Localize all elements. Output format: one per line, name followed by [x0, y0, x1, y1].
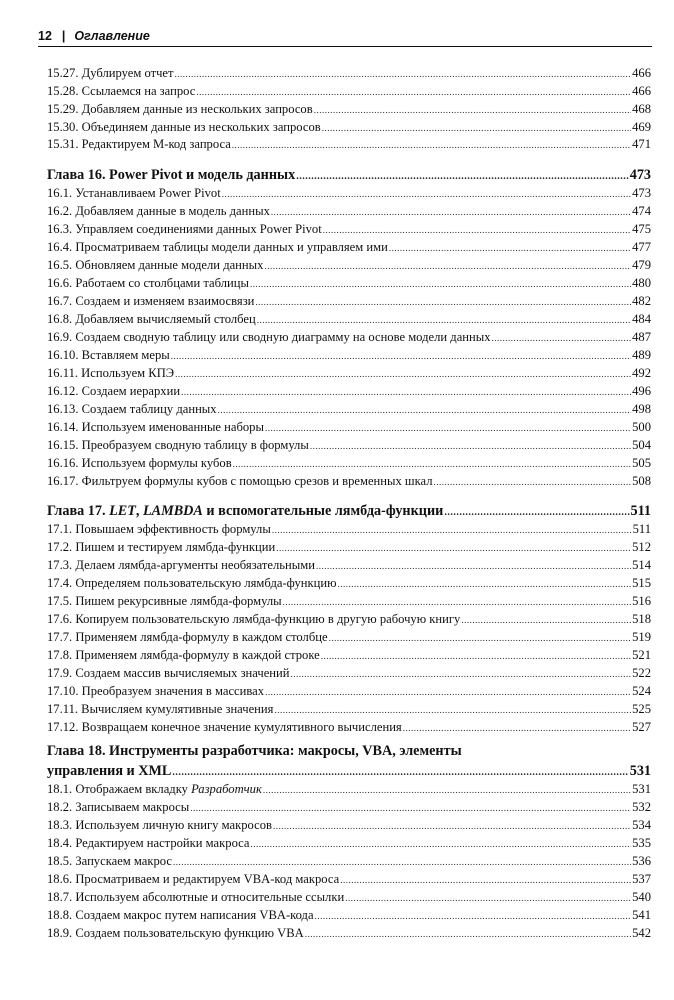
toc-entry-label: 17.8. Применяем лямбда-формулу в каждой строке — [47, 648, 320, 662]
leader-dots — [232, 138, 631, 153]
toc-entry[interactable] — [47, 258, 651, 274]
toc-entry-page: 532 — [632, 800, 651, 814]
toc-entry-label: 16.11. Используем КПЭ — [47, 366, 175, 380]
chapter-title-prefix: Глава 17. — [47, 503, 110, 519]
toc-entry-label: 16.16. Используем формулы кубов — [47, 456, 232, 470]
leader-dots — [173, 855, 631, 870]
toc-entry[interactable] — [47, 438, 651, 454]
toc-entry[interactable] — [47, 137, 651, 153]
leader-dots — [172, 764, 628, 781]
toc-entry-label-prefix: 18.1. Отображаем вкладку — [47, 782, 192, 796]
toc-entry-page: 536 — [632, 854, 651, 868]
toc-entry-label: 16.14. Используем именованные наборы — [47, 420, 264, 434]
toc-entry[interactable] — [47, 474, 651, 490]
toc-entry-label: 15.30. Объединяем данные из нескольких запросов — [47, 120, 321, 134]
toc-entry-label: 18.5. Запускаем макрос — [47, 854, 173, 868]
toc-entry-label: 16.17. Фильтруем формулы кубов с помощью срезов и временных шкал — [47, 474, 433, 488]
toc-entry[interactable] — [47, 890, 651, 906]
chapter-title-lambda: LAMBDA — [142, 503, 203, 519]
toc-entry[interactable] — [47, 456, 651, 472]
toc-entry-page: 492 — [632, 366, 651, 380]
toc-entry-label: 16.1. Устанавливаем Power Pivot — [47, 186, 221, 200]
toc-entry[interactable] — [47, 576, 651, 592]
toc-entry[interactable] — [47, 926, 651, 942]
toc-entry[interactable] — [47, 800, 651, 816]
leader-dots — [338, 577, 632, 592]
toc-entry[interactable] — [47, 872, 651, 888]
toc-entry[interactable] — [47, 818, 651, 834]
toc-entry-label: 16.2. Добавляем данные в модель данных — [47, 204, 270, 218]
leader-dots — [310, 439, 631, 454]
toc-entry[interactable] — [47, 402, 651, 418]
toc-entry[interactable] — [47, 294, 651, 310]
toc-entry-page: 480 — [632, 276, 651, 290]
toc-entry-page: 534 — [632, 818, 651, 832]
header-separator: | — [61, 29, 66, 43]
chapter-heading[interactable] — [47, 763, 651, 781]
toc-entry-label: 15.31. Редактируем М-код запроса — [47, 137, 231, 151]
leader-dots — [272, 523, 632, 538]
leader-dots — [265, 421, 631, 436]
toc-entry[interactable] — [47, 276, 651, 292]
toc-entry[interactable] — [47, 666, 651, 682]
leader-dots — [190, 801, 631, 816]
toc-entry-page: 466 — [632, 66, 651, 80]
toc-entry-page: 521 — [632, 648, 651, 662]
toc-entry-label: 17.3. Делаем лямбда-аргументы необязательными — [47, 558, 315, 572]
toc-entry-label: 16.3. Управляем соединениями данных Power Pivot — [47, 222, 322, 236]
toc-entry[interactable] — [47, 348, 651, 364]
toc-entry-page: 473 — [632, 186, 651, 200]
toc-entry-label: 18.9. Создаем пользовательскую функцию VBA — [47, 926, 304, 940]
toc-entry-label: 17.1. Повышаем эффективность формулы — [47, 522, 271, 536]
toc-entry[interactable] — [47, 908, 651, 924]
toc-entry[interactable] — [47, 836, 651, 852]
toc-entry-page: 514 — [632, 558, 651, 572]
chapter-page: 531 — [629, 763, 651, 779]
leader-dots — [322, 121, 631, 136]
toc-entry-page: 484 — [632, 312, 651, 326]
leader-dots — [218, 403, 632, 418]
toc-entry-page: 474 — [632, 204, 651, 218]
leader-dots — [492, 331, 632, 346]
leader-dots — [291, 667, 632, 682]
page-header — [38, 27, 652, 45]
toc-entry-label: 18.3. Используем личную книгу макросов — [47, 818, 272, 832]
toc-entry-label: 15.28. Ссылаемся на запрос — [47, 84, 196, 98]
toc-entry[interactable] — [47, 630, 651, 646]
toc-entry[interactable] — [47, 540, 651, 556]
toc-entry-label: 17.6. Копируем пользовательскую лямбда-функцию в другую рабочую книгу — [47, 612, 461, 626]
leader-dots — [175, 67, 632, 82]
leader-dots — [314, 103, 631, 118]
leader-dots — [276, 541, 631, 556]
toc-entry[interactable] — [47, 420, 651, 436]
toc-entry-page: 542 — [632, 926, 651, 940]
chapter-page: 473 — [629, 167, 651, 183]
toc-entry[interactable] — [47, 240, 651, 256]
toc-entry[interactable] — [47, 648, 651, 664]
toc-entry-label: 16.5. Обновляем данные модели данных — [47, 258, 264, 272]
leader-dots — [251, 837, 632, 852]
toc-entry-page: 466 — [632, 84, 651, 98]
toc-entry[interactable] — [47, 120, 651, 136]
leader-dots — [181, 385, 631, 400]
leader-dots — [403, 721, 631, 736]
toc-entry-label: 17.4. Определяем пользовательскую лямбда-функцию — [47, 576, 337, 590]
chapter-title-comma: , — [135, 503, 143, 519]
leader-dots — [321, 649, 631, 664]
toc-entry[interactable] — [47, 330, 651, 346]
toc-entry-label: 16.7. Создаем и изменяем взаимосвязи — [47, 294, 255, 308]
toc-entry-page: 479 — [632, 258, 651, 272]
chapter-title: Глава 16. Power Pivot и модель данных — [47, 167, 296, 183]
leader-dots — [222, 187, 631, 202]
chapter-title-line2: управления и XML — [47, 763, 172, 779]
toc-entry[interactable] — [47, 102, 651, 118]
toc-entry[interactable] — [47, 558, 651, 574]
toc-entry-page: 531 — [632, 782, 651, 796]
toc-entry-label: 16.9. Создаем сводную таблицу или сводную диаграмму на основе модели данных — [47, 330, 491, 344]
toc-entry-label: 17.11. Вычисляем кумулятивные значения — [47, 702, 274, 716]
page-number: 12 — [38, 29, 52, 43]
toc-entry-page: 489 — [632, 348, 651, 362]
toc-entry[interactable] — [47, 204, 651, 220]
toc-entry-page: 537 — [632, 872, 651, 886]
toc-entry-page: 527 — [632, 720, 651, 734]
toc-entry-label: 16.15. Преобразуем сводную таблицу в формулы — [47, 438, 309, 452]
toc-entry-label: 15.29. Добавляем данные из нескольких запросов — [47, 102, 313, 116]
chapter-title-line1[interactable]: Глава 18. Инструменты разработчика: макросы, VBA, элементы — [47, 743, 462, 759]
toc-entry-page: 471 — [632, 137, 651, 151]
chapter-heading[interactable] — [47, 503, 651, 521]
leader-dots — [196, 85, 631, 100]
toc-entry-page: 524 — [632, 684, 651, 698]
toc-entry[interactable] — [47, 612, 651, 628]
toc-entry-page: 525 — [632, 702, 651, 716]
toc-entry-label: 16.4. Просматриваем таблицы модели данных и управляем ими — [47, 240, 388, 254]
leader-dots — [296, 168, 629, 185]
toc-entry-label: 17.12. Возвращаем конечное значение кумулятивного вычисления — [47, 720, 402, 734]
toc-entry-page: 508 — [632, 474, 651, 488]
toc-entry[interactable] — [47, 720, 651, 736]
toc-entry-page: 475 — [632, 222, 651, 236]
leader-dots — [274, 703, 631, 718]
toc-entry-page: 540 — [632, 890, 651, 904]
toc-entry-label: 17.5. Пишем рекурсивные лямбда-формулы — [47, 594, 282, 608]
toc-entry-label: 18.7. Используем абсолютные и относительные ссылки — [47, 890, 345, 904]
toc-entry-page: 511 — [632, 522, 651, 536]
leader-dots — [264, 259, 631, 274]
toc-entry-page: 504 — [632, 438, 651, 452]
toc-entry-label: 18.6. Просматриваем и редактируем VBA-код макроса — [47, 872, 340, 886]
toc-entry-label: 18.2. Записываем макросы — [47, 800, 190, 814]
chapter-title-suffix: и вспомогательные лямбда-функции — [202, 503, 444, 519]
toc-entry-label: 16.10. Вставляем меры — [47, 348, 170, 362]
toc-entry-page: 535 — [632, 836, 651, 850]
chapter-title — [47, 503, 443, 520]
toc-entry-page: 516 — [632, 594, 651, 608]
header-rule — [38, 46, 652, 47]
leader-dots — [257, 313, 631, 328]
leader-dots — [233, 457, 631, 472]
toc-entry-label: 18.8. Создаем макрос путем написания VBA-кода — [47, 908, 314, 922]
leader-dots — [271, 205, 631, 220]
toc-entry-label: 17.7. Применяем лямбда-формулу в каждом столбце — [47, 630, 328, 644]
toc-entry[interactable] — [47, 782, 651, 798]
toc-entry[interactable] — [47, 312, 651, 328]
toc-entry-page: 496 — [632, 384, 651, 398]
leader-dots — [329, 631, 632, 646]
toc-entry[interactable] — [47, 594, 651, 610]
leader-dots — [273, 819, 631, 834]
leader-dots — [323, 223, 631, 238]
toc-entry-page: 505 — [632, 456, 651, 470]
leader-dots — [250, 277, 631, 292]
leader-dots — [345, 891, 631, 906]
toc-entry-label: 18.4. Редактируем настройки макроса — [47, 836, 250, 850]
toc-entry-page: 519 — [632, 630, 651, 644]
toc-entry-label: 16.13. Создаем таблицу данных — [47, 402, 217, 416]
toc-entry-label: 16.8. Добавляем вычисляемый столбец — [47, 312, 256, 326]
leader-dots — [175, 367, 631, 382]
toc-entry[interactable] — [47, 684, 651, 700]
toc-entry[interactable] — [47, 222, 651, 238]
toc-entry-label: 16.6. Работаем со столбцами таблицы — [47, 276, 249, 290]
toc-entry-page: 468 — [632, 102, 651, 116]
running-title: Оглавление — [74, 29, 150, 43]
toc-entry[interactable] — [47, 186, 651, 202]
chapter-page: 511 — [630, 503, 651, 519]
toc-entry[interactable] — [47, 66, 651, 82]
toc-entry-label: 17.9. Создаем массив вычисляемых значений — [47, 666, 290, 680]
toc-entry-page: 541 — [632, 908, 651, 922]
toc-entry-page: 522 — [632, 666, 651, 680]
toc-entry-page: 477 — [632, 240, 651, 254]
leader-dots — [263, 783, 631, 798]
leader-dots — [305, 927, 631, 942]
toc-entry-page: 487 — [632, 330, 651, 344]
leader-dots — [461, 613, 631, 628]
leader-dots — [171, 349, 631, 364]
toc-entry[interactable] — [47, 84, 651, 100]
toc-entry[interactable] — [47, 702, 651, 718]
toc-entry[interactable] — [47, 384, 651, 400]
toc-entry-label-italic: Разработчик — [191, 782, 262, 796]
leader-dots — [283, 595, 632, 610]
chapter-heading[interactable] — [47, 167, 651, 185]
leader-dots — [315, 909, 632, 924]
leader-dots — [434, 475, 632, 490]
leader-dots — [316, 559, 631, 574]
toc-entry-label: 17.10. Преобразуем значения в массивах — [47, 684, 265, 698]
toc-entry-label: 17.2. Пишем и тестируем лямбда-функции — [47, 540, 276, 554]
toc-entry-page: 515 — [632, 576, 651, 590]
toc-entry-page: 500 — [632, 420, 651, 434]
toc-entry-page: 469 — [632, 120, 651, 134]
toc-entry-label — [47, 782, 262, 797]
toc-entry-page: 498 — [632, 402, 651, 416]
leader-dots — [255, 295, 631, 310]
toc-entry-page: 482 — [632, 294, 651, 308]
toc-entry[interactable] — [47, 366, 651, 382]
toc-entry-page: 512 — [632, 540, 651, 554]
leader-dots — [389, 241, 631, 256]
leader-dots — [444, 504, 629, 521]
toc-entry[interactable] — [47, 854, 651, 870]
toc-entry-page: 518 — [632, 612, 651, 626]
chapter-title-let: LET — [109, 503, 136, 519]
leader-dots — [265, 685, 631, 700]
leader-dots — [340, 873, 631, 888]
toc-entry-label: 16.12. Создаем иерархии — [47, 384, 181, 398]
toc-entry-label: 15.27. Дублируем отчет — [47, 66, 174, 80]
toc-entry[interactable] — [47, 522, 651, 538]
